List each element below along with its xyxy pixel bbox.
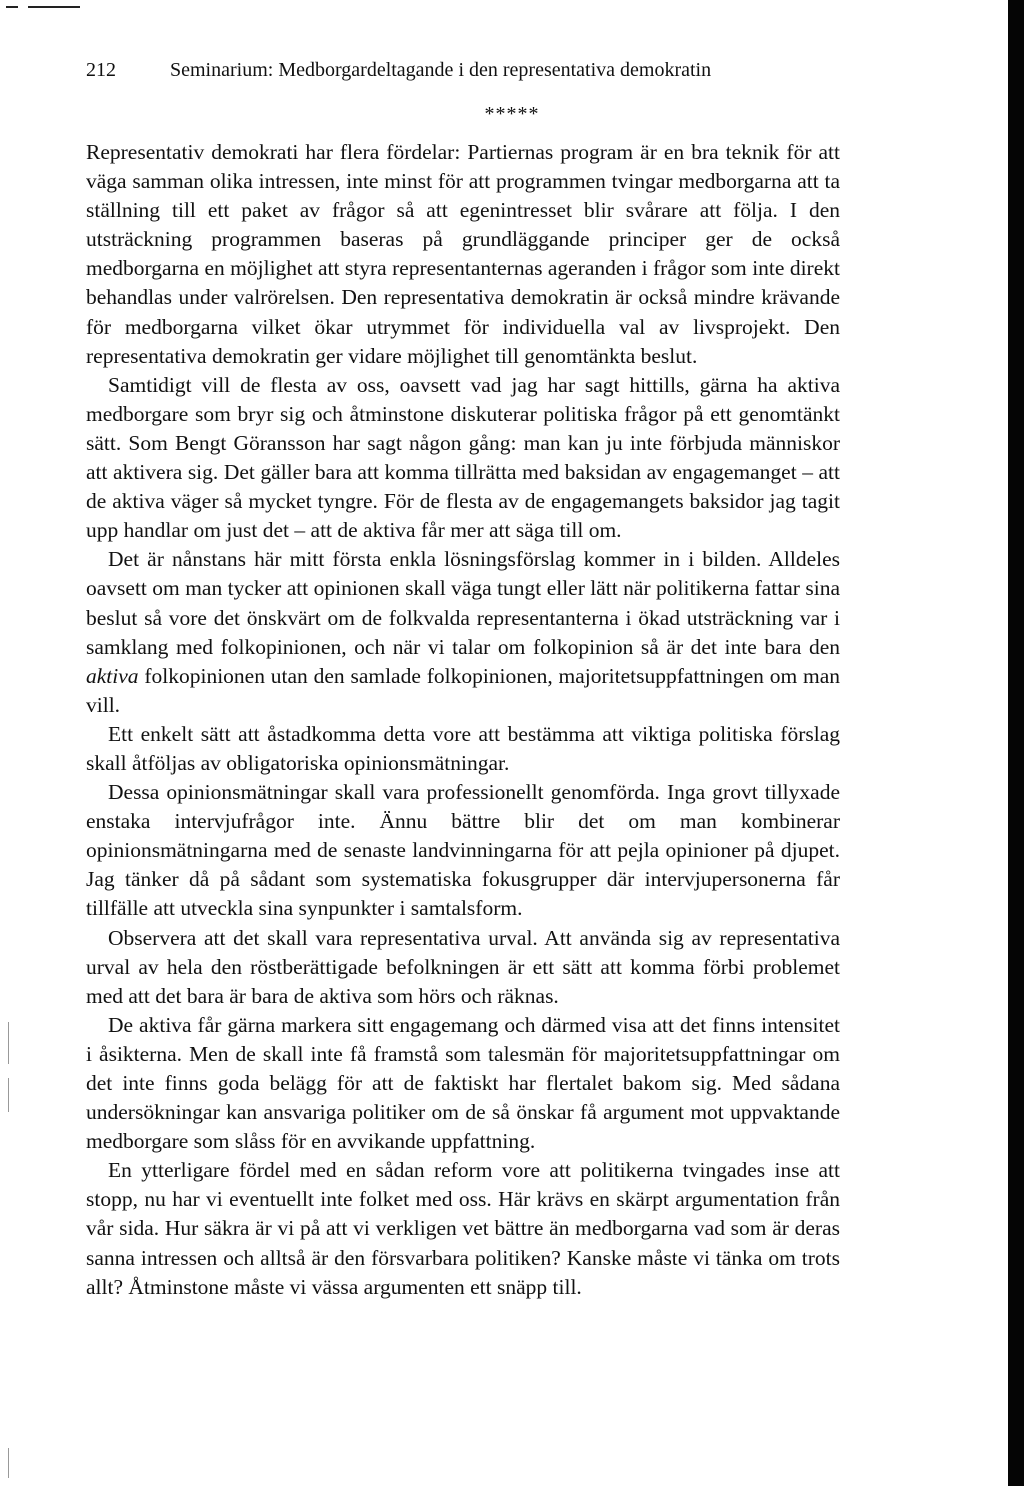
paragraph-text: folkopinionen utan den samlade folkopinionen, majoritetsuppfattningen om man vill. (86, 663, 840, 717)
scan-page-edge (1008, 0, 1024, 1486)
paragraph: Ett enkelt sätt att åstadkomma detta vore att bestämma att viktiga politiska förslag skall åtföljas av obligatoriska opinionsmätningar. (86, 721, 840, 775)
scan-margin-tick (8, 1022, 9, 1064)
paragraph: Observera att det skall vara representativa urval. Att använda sig av representativa urval av hela den röstberättigade befolkningen är ett sätt att komma förbi problemet med att det bara är bara de aktiva som hörs och räknas. (86, 925, 840, 1008)
paragraph: En ytterligare fördel med en sådan reform vore att politikerna tvingades inse att stopp, nu har vi eventuellt inte folket med oss. Här krävs en skärpt argumentation från vår sida. Hur säkra är vi på att vi verkligen vet bättre än medborgarna vad som är deras sanna intressen och alltså är den försvarbara politiken? Kanske måste vi tänka om trots allt? Åtminstone måste vi vässa argumenten ett snäpp till. (86, 1158, 840, 1299)
running-title: Seminarium: Medborgardeltagande i den representativa demokratin (170, 59, 712, 81)
running-head (86, 58, 711, 82)
paragraph (86, 545, 840, 720)
emphasized-word: aktiva (86, 663, 139, 688)
paragraph: De aktiva får gärna markera sitt engagemang och därmed visa att det finns intensitet i åsikterna. Men de skall inte få framstå som talesmän för majoritetsuppfattningar om det inte finns goda belägg för att de faktiskt har flertalet bakom sig. Med sådana undersökningar kan ansvariga politiker om de så önskar få argument mot uppvaktande medborgare som slåss för en avvikande uppfattning. (86, 1012, 840, 1154)
paragraph: Representativ demokrati har flera fördelar: Partiernas program är en bra teknik för att väga samman olika intressen, inte minst för att programmen tvingar medborgarna att ta ställning till ett paket av frågor så att egenintresset blir svårare att följa. I den utsträckning programmen baseras på grundläggande principer ger de också medborgarna en möjlighet att styra representanternas ageranden i frågor som inte direkt behandlas under valrörelsen. Den representativa demokratin är också mindre krävande för medborgarna vilket ökar utrymmet för individuella val av livsprojekt. Den representativa demokratin ger vidare möjlighet till genomtänkta beslut. (86, 140, 840, 368)
paragraph-text: Det är nånstans här mitt första enkla lösningsförslag kommer in i bilden. Alldeles oavsett om man tycker att opinionen skall väga tungt eller lätt när politikerna fattar sina beslut så vore det önskvärt om de folkvalda representanterna i ökad utsträckning var i samklang med folkopinionen, och när vi talar om folkopinion så är det inte bara den (86, 547, 840, 659)
section-separator: ***** (484, 103, 540, 125)
paragraph: Samtidigt vill de flesta av oss, oavsett vad jag har sagt hittills, gärna ha aktiva medborgare som bryr sig och åtminstone diskuterar politiska frågor på ett genomtänkt sätt. Som Bengt Göransson har sagt någon gång: man kan ju inte förbjuda människor att aktivera sig. Det gäller bara att komma tillrätta med baksidan av engagemanget – att de aktiva väger så mycket tyngre. För de flesta av de engagemangets baksidor jag tagit upp handlar om just det – att de aktiva får mer att säga till om. (86, 372, 840, 543)
page-number: 212 (86, 59, 116, 81)
paragraph: Dessa opinionsmätningar skall vara professionellt genomförda. Inga grovt tillyxade enstaka intervjufrågor inte. Ännu bättre blir det om man kombinerar opinionsmätningarna med de senaste landvinningarna för att pejla opinioner på djupet. Jag tänker då på sådant som systematiska fokusgrupper där intervjupersonerna får tillfälle att utveckla sina synpunkter i samtalsform. (86, 780, 840, 921)
scan-top-mark (28, 6, 80, 8)
scan-margin-tick (8, 1448, 9, 1478)
article-body (86, 138, 840, 1302)
scan-margin-tick (8, 1078, 9, 1112)
